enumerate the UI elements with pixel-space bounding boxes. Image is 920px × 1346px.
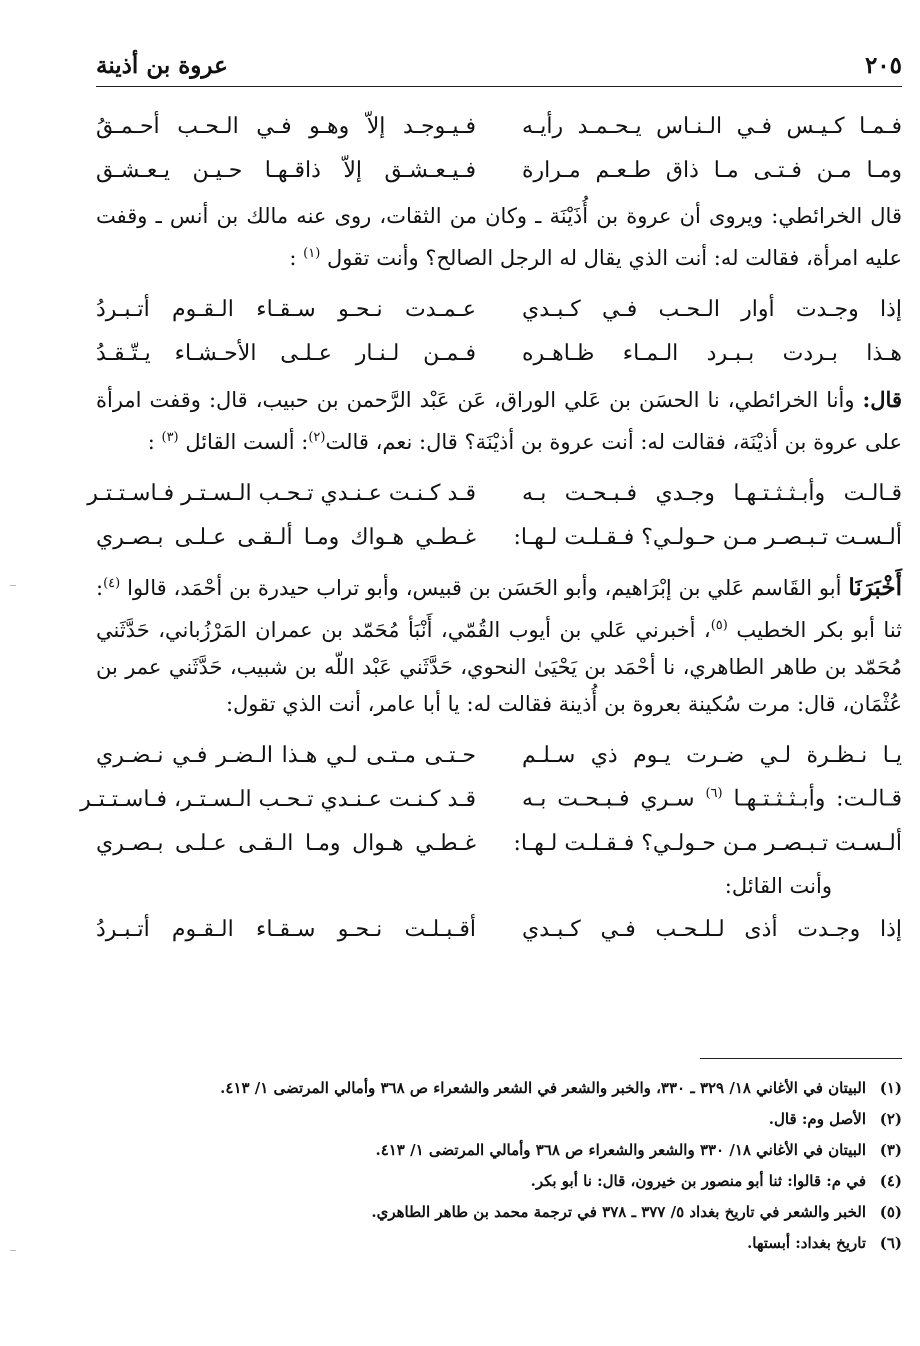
- footnote: [96, 1103, 902, 1134]
- verse-line: [96, 733, 902, 777]
- footnote: [96, 1072, 902, 1103]
- poem-block-5: [96, 907, 902, 951]
- prose-paragraph-3: [96, 565, 902, 723]
- footnote: [96, 1134, 902, 1165]
- first-hemistich: يـا نـظـرة لـي ضـرت يـوم ذي سـلـم: [522, 742, 902, 768]
- poem-block-2: [96, 287, 902, 375]
- footnote-ref: (٣): [161, 430, 179, 445]
- first-hemistich: هـذا بـردت بـبـرد الـمـاء ظـاهـره: [522, 340, 902, 366]
- paragraph-lead: أَخْبَرَنَا: [848, 574, 902, 601]
- footnote-number: (١): [879, 1078, 902, 1097]
- footnote-ref: (٢): [308, 430, 326, 445]
- scan-mark: [10, 585, 16, 586]
- footnote-text: في م: قالوا: ثنا أبو منصور بن خيرون، قال: نا أبو بكر.: [530, 1171, 866, 1190]
- footnote-number: (٣): [879, 1140, 902, 1159]
- hemistich-part: سـري فـبـحـت بـه: [522, 786, 695, 812]
- verse-line: [96, 331, 902, 375]
- verse-line: [96, 907, 902, 951]
- footnote-text: الأصل وم: قال.: [768, 1109, 866, 1128]
- verse-line: [96, 821, 902, 865]
- footnote-number: (٤): [879, 1171, 902, 1190]
- first-hemistich: إذا وجـدت أوار الـحـب فـي كـبـدي: [522, 296, 902, 322]
- footnote: [96, 1165, 902, 1196]
- footnote-number: (٦): [879, 1233, 902, 1252]
- paragraph-text: ، أخبرني عَلي بن أيوب القُمّي، أَنْبَأ مُحَمّد بن عمران المَرْزُباني، حَدَّثَني مُحَمّد بن طاهر الطاهري، نا أحْمَد بن يَحْيَىٰ النحوي، حَدَّثَني عَبْد اللّه بن شبيب، حَدَّثَني عمر بن عُثْمَان، قال: مرت سُكينة بعروة بن أُذينة فقالت له: يا أبا عامر، أنت الذي تقول:: [96, 618, 902, 716]
- footnote-ref: (٥): [710, 618, 728, 633]
- footnote-text: الخبر والشعر في تاريخ بغداد ٥/ ٣٧٧ ـ ٣٧٨ في ترجمة محمد بن طاهر الطاهري.: [371, 1202, 866, 1221]
- second-hemistich: قـد كـنـت عـنـدي تـحـب الـسـتـر فـاسـتـتـر: [87, 480, 476, 506]
- second-hemistich: غـطـي هـوال ومـا الـقـى عـلـى بـصـري: [96, 830, 476, 856]
- verse-line: [96, 148, 902, 192]
- hemistich-part: قـالـت: وأبـثـثـتـهـا: [733, 786, 902, 812]
- first-hemistich: ومـا مـن فـتـى مـا ذاق طـعـم مـرارة: [522, 157, 902, 183]
- second-hemistich: عـمـدت نـحـو سـقـاء الـقـوم أتـبـردُ: [96, 296, 476, 322]
- verse-line: [96, 515, 902, 559]
- poem-block-1: [96, 104, 902, 192]
- first-hemistich: قـالـت وأبـثـثـتـهـا وجـدي فـبـحـت بـه: [522, 480, 902, 506]
- prose-paragraph-2: [96, 381, 902, 461]
- verse-line: [96, 287, 902, 331]
- footnote-number: (٥): [879, 1202, 902, 1221]
- first-hemistich: ألـسـت تـبـصـر مـن حـولـي؟ فـقـلـت لـهـا:: [513, 524, 902, 550]
- first-hemistich: [522, 786, 902, 811]
- scan-mark: [10, 1250, 16, 1251]
- paragraph-text: أبو القَاسم عَلي بن إبْرَاهيم، وأبو الحَسَن بن قبيس، وأبو تراب حيدرة بن أحْمَد، قالوا: [127, 576, 842, 600]
- second-hemistich: فـيـوجـد إلاّ وهـو فـي الـحـب أحـمـقُ: [96, 113, 476, 139]
- footnote: [96, 1196, 902, 1227]
- poem-block-3: [87, 471, 902, 559]
- footnote-text: البيتان في الأغاني ١٨/ ٣٣٠ والشعر والشعراء ص ٣٦٨ وأمالي المرتضى ١/ ٤١٣.: [375, 1140, 866, 1159]
- paragraph-text: : ثنا أبو بكر الخطيب: [96, 576, 903, 642]
- poem-block-4: [80, 733, 902, 865]
- second-hemistich: أقـبـلـت نـحـو سـقـاء الـقـوم أتـبـردُ: [96, 916, 476, 942]
- footnote-ref: (٤): [103, 576, 121, 591]
- standalone-line: وأنت القائل:: [724, 874, 832, 898]
- second-hemistich: قـد كـنـت عـنـدي تـحـب الـسـتـر، فـاسـتـتـر: [80, 786, 476, 812]
- first-hemistich: فـمـا كـيـس فـي الـنـاس يـحـمـد رأيـه: [522, 113, 902, 139]
- second-hemistich: فـمـن لـنـار عـلـى الأحـشـاء يـتّـقـدُ: [96, 340, 476, 366]
- paragraph-text: : ألست القائل: [185, 430, 309, 454]
- colon: :: [147, 430, 155, 454]
- second-hemistich: فـيـعـشـق إلاّ ذاقـهـا حـيـن يـعـشـق: [96, 157, 476, 183]
- footnote-ref: (١): [303, 246, 321, 261]
- footnote-ref: (٦): [705, 786, 723, 802]
- second-hemistich: حـتـى مـتـى لـي هـذا الـضـر فـي نـضـري: [96, 742, 476, 768]
- footnote-separator: [700, 1058, 902, 1059]
- paragraph-text: قال الخرائطي: ويروى أن عروة بن أُذَيْنَة ـ وكان من الثقات، روى عنه مالك بن أنس ـ وقفت عليه امرأة، فقالت له: أنت الذي يقال له الرجل الصالح؟ وأنت تقول: [96, 204, 902, 270]
- running-title: عروة بن أذينة: [96, 51, 228, 79]
- colon: :: [289, 246, 297, 270]
- verse-line: [96, 104, 902, 148]
- prose-paragraph-1: [96, 198, 902, 277]
- footnote-text: البيتان في الأغاني ١٨/ ٣٢٩ ـ ٣٣٠، والخبر والشعر في الشعر والشعراء ص ٣٦٨ وأمالي المرتضى ١/ ٤١٣.: [220, 1078, 866, 1097]
- second-hemistich: غـطـي هـواك ومـا ألـقـى عـلـى بـصـري: [96, 524, 476, 550]
- page-number: ٢٠٥: [864, 51, 902, 79]
- first-hemistich: إذا وجـدت أذى لـلـحـب فـي كـبـدي: [522, 916, 902, 942]
- footnote: [96, 1227, 902, 1258]
- paragraph-lead: قال:: [862, 387, 902, 412]
- first-hemistich: ألـسـت تـبـصـر مـن حـولـي؟ فـقـلـت لـهـا:: [513, 830, 902, 856]
- footnote-text: تاريخ بغداد: أبستها.: [747, 1233, 866, 1252]
- paragraph-text: وأنا الخرائطي، نا الحسَن بن عَلي الوراق، عَن عَبْد الرَّحمن بن حبيب، قال: وقفت امرأة على عروة بن أذيْنَة، فقالت له: أنت عروة بن أذيْنَة؟ قال: نعم، قالت: [96, 388, 902, 454]
- footnote-number: (٢): [879, 1109, 902, 1128]
- verse-line: [87, 471, 902, 515]
- verse-line: [80, 777, 902, 821]
- footnotes: [96, 1072, 902, 1258]
- running-header: [96, 44, 902, 87]
- main-text: [80, 104, 903, 951]
